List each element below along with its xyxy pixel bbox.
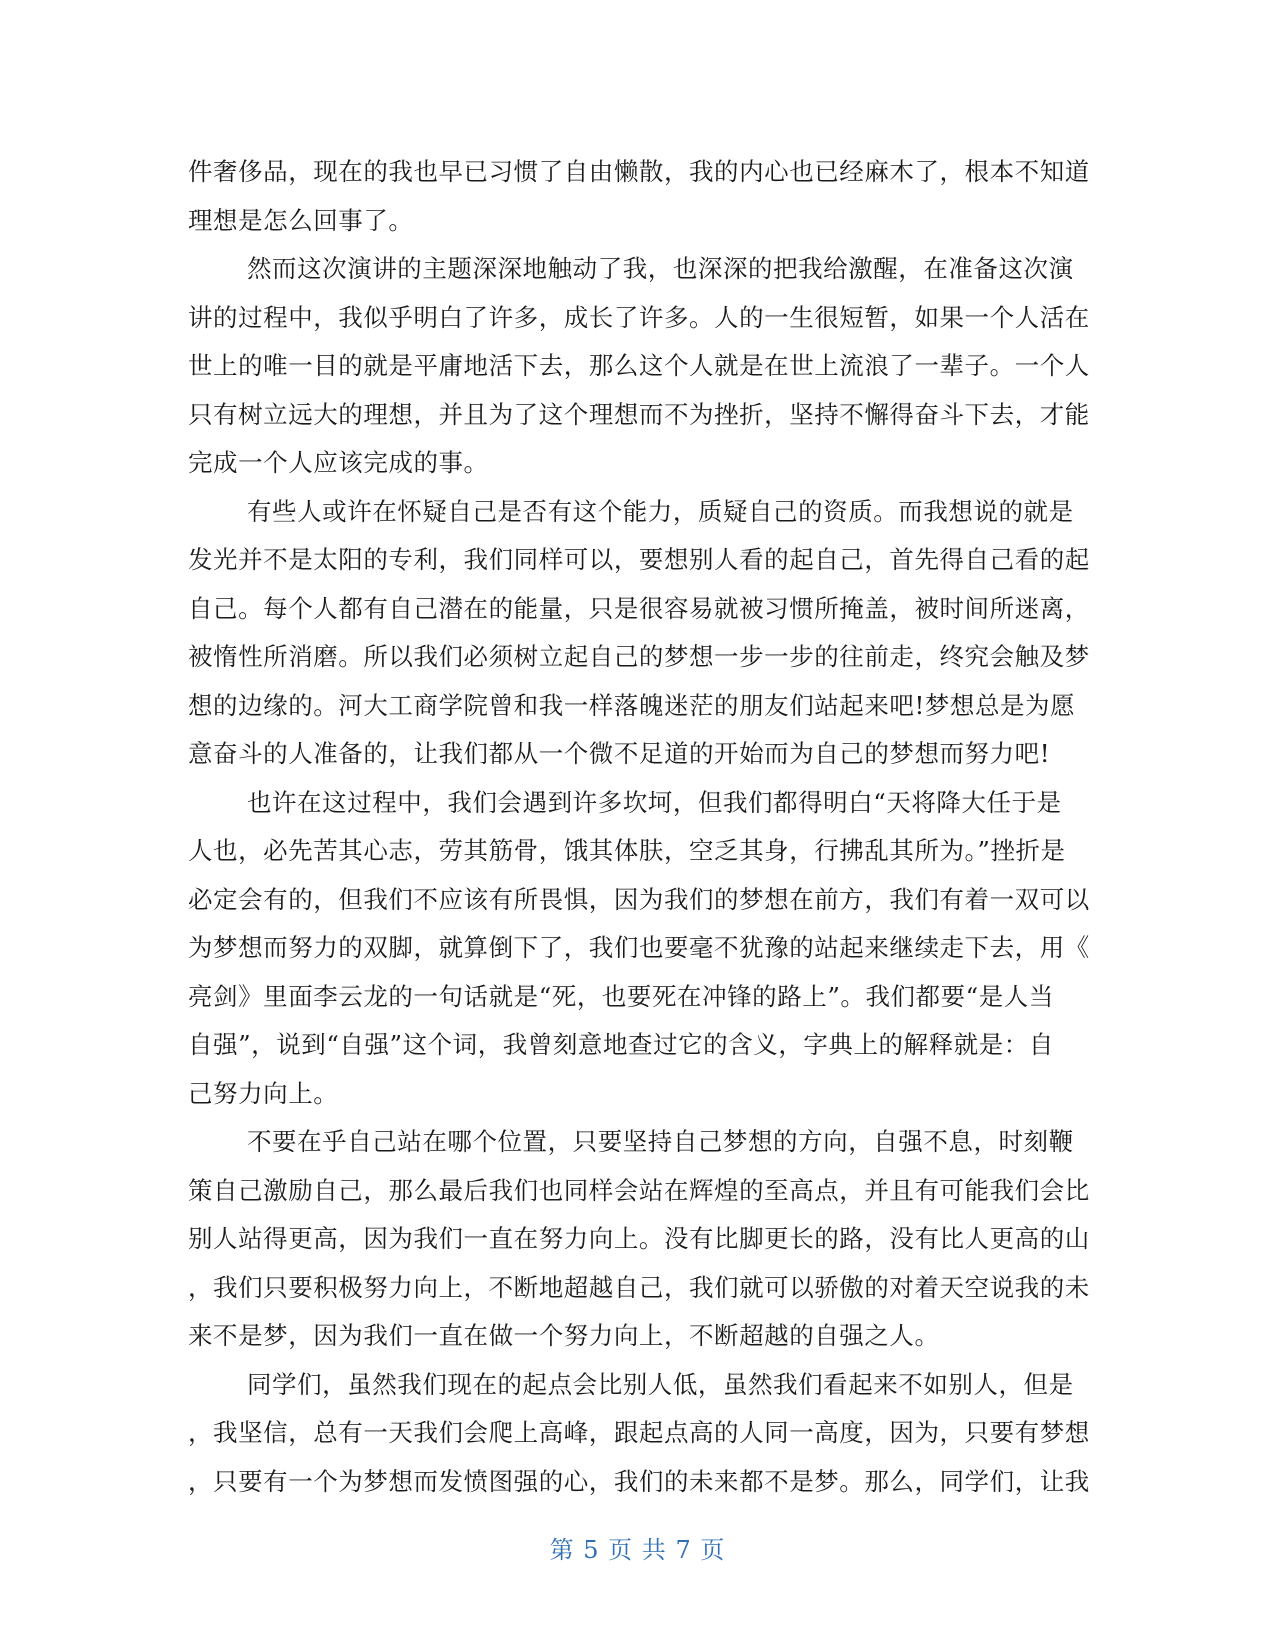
text-line: 被惰性所消磨。所以我们必须树立起自己的梦想一步一步的往前走，终究会触及梦 (188, 642, 1090, 671)
text-line: 己努力向上。 (188, 1078, 339, 1108)
text-line: 亮剑》里面李云龙的一句话就是“死，也要死在冲锋的路上”。我们都要“是人当 (188, 981, 1054, 1011)
paragraph-first-line: 不要在乎自己站在哪个位置，只要坚持自己梦想的方向，自强不息，时刻鞭 (247, 1127, 1074, 1156)
document-body (188, 148, 1088, 1506)
text-line: 想的边缘的。河大工商学院曾和我一样落魄迷茫的朋友们站起来吧!梦想总是为愿 (188, 690, 1076, 720)
text-line: 讲的过程中，我似乎明白了许多，成长了许多。人的一生很短暂，如果一个人活在 (188, 302, 1090, 332)
text-line: 必定会有的，但我们不应该有所畏惧，因为我们的梦想在前方，我们有着一双可以 (188, 884, 1090, 914)
paragraph-first-line: 有些人或许在怀疑自己是否有这个能力，质疑自己的资质。而我想说的就是 (247, 496, 1074, 526)
text-line: 策自己激励自己，那么最后我们也同样会站在辉煌的至高点，并且有可能我们会比 (188, 1175, 1090, 1205)
paragraph-first-line: 然而这次演讲的主题深深地触动了我，也深深的把我给激醒，在准备这次演 (247, 254, 1074, 283)
text-line: ，我坚信，总有一天我们会爬上高峰，跟起点高的人同一高度，因为，只要有梦想 (188, 1418, 1090, 1447)
text-line: 件奢侈品，现在的我也早已习惯了自由懒散，我的内心也已经麻木了，根本不知道 (188, 157, 1090, 186)
text-line: 发光并不是太阳的专利，我们同样可以，要想别人看的起自己，首先得自己看的起 (188, 545, 1090, 574)
paragraph-first-line: 也许在这过程中，我们会遇到许多坎坷，但我们都得明白“天将降大任于是 (247, 787, 1062, 817)
text-line: 人也，必先苦其心志，劳其筋骨，饿其体肤，空乏其身，行拂乱其所为。”挫折是 (188, 836, 1066, 865)
text-line: 世上的唯一目的就是平庸地活下去，那么这个人就是在世上流浪了一辈子。一个人 (188, 351, 1090, 380)
text-line: ，我们只要积极努力向上，不断地超越自己，我们就可以骄傲的对着天空说我的未 (188, 1272, 1090, 1302)
page-number-footer: 第 5 页 共 7 页 (549, 1536, 726, 1564)
text-line: 意奋斗的人准备的，让我们都从一个微不足道的开始而为自己的梦想而努力吧! (188, 739, 1051, 768)
text-line: 来不是梦，因为我们一直在做一个努力向上，不断超越的自强之人。 (188, 1321, 940, 1350)
text-line: 为梦想而努力的双脚，就算倒下了，我们也要毫不犹豫的站起来继续走下去，用《 (188, 933, 1090, 962)
paragraph-first-line: 同学们，虽然我们现在的起点会比别人低，虽然我们看起来不如别人，但是 (247, 1369, 1074, 1399)
text-line: 完成一个人应该完成的事。 (188, 448, 489, 477)
text-line: 自强”，说到“自强”这个词，我曾刻意地查过它的含义，字典上的解释就是：自 (188, 1030, 1054, 1059)
text-line: 自己。每个人都有自己潜在的能量，只是很容易就被习惯所掩盖，被时间所迷离， (188, 593, 1090, 623)
text-line: 别人站得更高，因为我们一直在努力向上。没有比脚更长的路，没有比人更高的山 (188, 1224, 1090, 1253)
text-line: ，只要有一个为梦想而发愤图强的心，我们的未来都不是梦。那么，同学们，让我 (188, 1466, 1090, 1496)
text-line: 理想是怎么回事了。 (188, 205, 414, 235)
text-line: 只有树立远大的理想，并且为了这个理想而不为挫折，坚持不懈得奋斗下去，才能 (188, 399, 1090, 429)
